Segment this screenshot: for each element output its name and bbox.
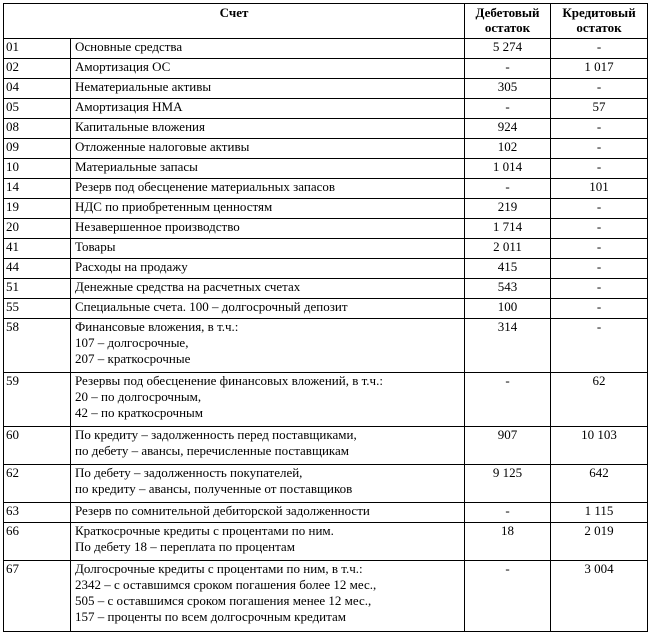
account-name [71, 523, 465, 561]
table-row [4, 39, 648, 59]
account-code: 10 [4, 159, 71, 179]
table-row [4, 523, 648, 561]
debit-balance: 100 [465, 299, 551, 319]
debit-balance: 305 [465, 79, 551, 99]
debit-balance: 1 714 [465, 219, 551, 239]
account-code: 01 [4, 39, 71, 59]
account-name-line: Резервы под обесценение финансовых вложений, в т.ч.: [75, 373, 383, 388]
table-row [4, 373, 648, 427]
table-row [4, 299, 648, 319]
account-name [71, 239, 465, 259]
account-code: 62 [4, 465, 71, 503]
debit-balance: - [465, 99, 551, 119]
table-row [4, 319, 648, 373]
credit-balance: - [551, 279, 648, 299]
account-name-line: 505 – с оставшимся сроком погашения менее 12 мес., [75, 593, 372, 608]
credit-balance: 101 [551, 179, 648, 199]
table-row [4, 427, 648, 465]
credit-balance: - [551, 119, 648, 139]
credit-column-header [551, 4, 648, 39]
table-row [4, 179, 648, 199]
account-name [71, 259, 465, 279]
account-code: 04 [4, 79, 71, 99]
debit-balance: 314 [465, 319, 551, 373]
account-name-line: Товары [75, 239, 116, 254]
account-name-line: Денежные средства на расчетных счетах [75, 279, 301, 294]
account-code: 14 [4, 179, 71, 199]
debit-header-line-2: остаток [484, 20, 531, 35]
account-name-line: Материальные запасы [75, 159, 198, 174]
account-name-line: 20 – по долгосрочным, [75, 389, 202, 404]
account-name-line: по дебету – авансы, перечисленные поставщикам [75, 443, 350, 458]
table-row [4, 139, 648, 159]
table-row [4, 279, 648, 299]
credit-header-line-2: остаток [576, 20, 622, 35]
table-row [4, 119, 648, 139]
credit-balance: - [551, 39, 648, 59]
account-column-header: Счет [4, 4, 465, 39]
account-code: 55 [4, 299, 71, 319]
account-name-line: Капитальные вложения [75, 119, 205, 134]
account-name [71, 561, 465, 632]
table-header-row [4, 4, 648, 39]
debit-balance: 924 [465, 119, 551, 139]
account-name [71, 159, 465, 179]
account-name [71, 119, 465, 139]
credit-balance: - [551, 199, 648, 219]
account-code: 41 [4, 239, 71, 259]
account-name [71, 465, 465, 503]
account-code: 67 [4, 561, 71, 632]
account-name-line: Резерв по сомнительной дебиторской задолженности [75, 503, 370, 518]
account-name-line: Отложенные налоговые активы [75, 139, 250, 154]
account-name-line: Специальные счета. 100 – долгосрочный депозит [75, 299, 348, 314]
account-name-line: По кредиту – задолженность перед поставщиками, [75, 427, 357, 442]
table-row [4, 99, 648, 119]
debit-balance: 219 [465, 199, 551, 219]
account-name [71, 139, 465, 159]
debit-balance: - [465, 59, 551, 79]
account-code: 08 [4, 119, 71, 139]
account-name [71, 279, 465, 299]
account-name-line: Незавершенное производство [75, 219, 240, 234]
account-code: 02 [4, 59, 71, 79]
account-name [71, 503, 465, 523]
account-code: 66 [4, 523, 71, 561]
credit-balance: 10 103 [551, 427, 648, 465]
account-name [71, 219, 465, 239]
account-name-line: 2342 – с оставшимся сроком погашения более 12 мес., [75, 577, 377, 592]
credit-balance: 1 017 [551, 59, 648, 79]
account-code: 05 [4, 99, 71, 119]
debit-balance: 9 125 [465, 465, 551, 503]
account-name-line: 157 – проценты по всем долгосрочным кредитам [75, 609, 346, 624]
debit-balance: - [465, 503, 551, 523]
account-code: 63 [4, 503, 71, 523]
table-row [4, 199, 648, 219]
credit-balance: - [551, 239, 648, 259]
table-row [4, 465, 648, 503]
table-row [4, 239, 648, 259]
debit-balance: 5 274 [465, 39, 551, 59]
account-name-line: по кредиту – авансы, полученные от поставщиков [75, 481, 353, 496]
table-row [4, 561, 648, 632]
account-code: 44 [4, 259, 71, 279]
debit-balance: 543 [465, 279, 551, 299]
account-name-line: По дебету – задолженность покупателей, [75, 465, 303, 480]
credit-balance: - [551, 299, 648, 319]
debit-balance: - [465, 373, 551, 427]
debit-balance: 415 [465, 259, 551, 279]
table-row [4, 503, 648, 523]
account-name-line: По дебету 18 – переплата по процентам [75, 539, 295, 554]
account-name [71, 373, 465, 427]
account-name-line: Нематериальные активы [75, 79, 212, 94]
account-name-line: Расходы на продажу [75, 259, 188, 274]
debit-balance: 2 011 [465, 239, 551, 259]
credit-balance: 57 [551, 99, 648, 119]
account-code: 20 [4, 219, 71, 239]
account-name-line: Финансовые вложения, в т.ч.: [75, 319, 239, 334]
credit-balance: - [551, 159, 648, 179]
credit-balance: 3 004 [551, 561, 648, 632]
credit-balance: - [551, 219, 648, 239]
account-name [71, 39, 465, 59]
account-name-line: Резерв под обесценение материальных запасов [75, 179, 336, 194]
credit-balance: - [551, 139, 648, 159]
table-body [4, 39, 648, 632]
credit-balance: 62 [551, 373, 648, 427]
account-name [71, 427, 465, 465]
credit-balance: 642 [551, 465, 648, 503]
account-name-line: Долгосрочные кредиты с процентами по ним, в т.ч.: [75, 561, 363, 576]
table-row [4, 79, 648, 99]
table-row [4, 219, 648, 239]
account-name [71, 79, 465, 99]
account-name [71, 179, 465, 199]
account-name-line: Амортизация НМА [75, 99, 183, 114]
account-code: 59 [4, 373, 71, 427]
credit-balance: 1 115 [551, 503, 648, 523]
account-name-line: 107 – долгосрочные, [75, 335, 189, 350]
credit-balance: 2 019 [551, 523, 648, 561]
account-name [71, 59, 465, 79]
credit-balance: - [551, 259, 648, 279]
credit-balance: - [551, 79, 648, 99]
table-row [4, 159, 648, 179]
credit-balance: - [551, 319, 648, 373]
debit-balance: 907 [465, 427, 551, 465]
account-name-line: 207 – краткосрочные [75, 351, 191, 366]
debit-balance: - [465, 561, 551, 632]
debit-balance: 18 [465, 523, 551, 561]
account-code: 58 [4, 319, 71, 373]
account-code: 60 [4, 427, 71, 465]
debit-column-header [465, 4, 551, 39]
account-name-line: 42 – по краткосрочным [75, 405, 204, 420]
account-name-line: НДС по приобретенным ценностям [75, 199, 273, 214]
account-name-line: Амортизация ОС [75, 59, 171, 74]
table-row [4, 59, 648, 79]
accounts-balance-table [3, 3, 648, 632]
account-name [71, 99, 465, 119]
account-name-line: Основные средства [75, 39, 183, 54]
account-code: 19 [4, 199, 71, 219]
debit-balance: 102 [465, 139, 551, 159]
debit-header-line-1: Дебетовый [475, 5, 540, 20]
debit-balance: 1 014 [465, 159, 551, 179]
account-code: 51 [4, 279, 71, 299]
account-name [71, 319, 465, 373]
account-code: 09 [4, 139, 71, 159]
account-name [71, 299, 465, 319]
account-name [71, 199, 465, 219]
credit-header-line-1: Кредитовый [562, 5, 636, 20]
table-row [4, 259, 648, 279]
debit-balance: - [465, 179, 551, 199]
account-name-line: Краткосрочные кредиты с процентами по ним. [75, 523, 334, 538]
